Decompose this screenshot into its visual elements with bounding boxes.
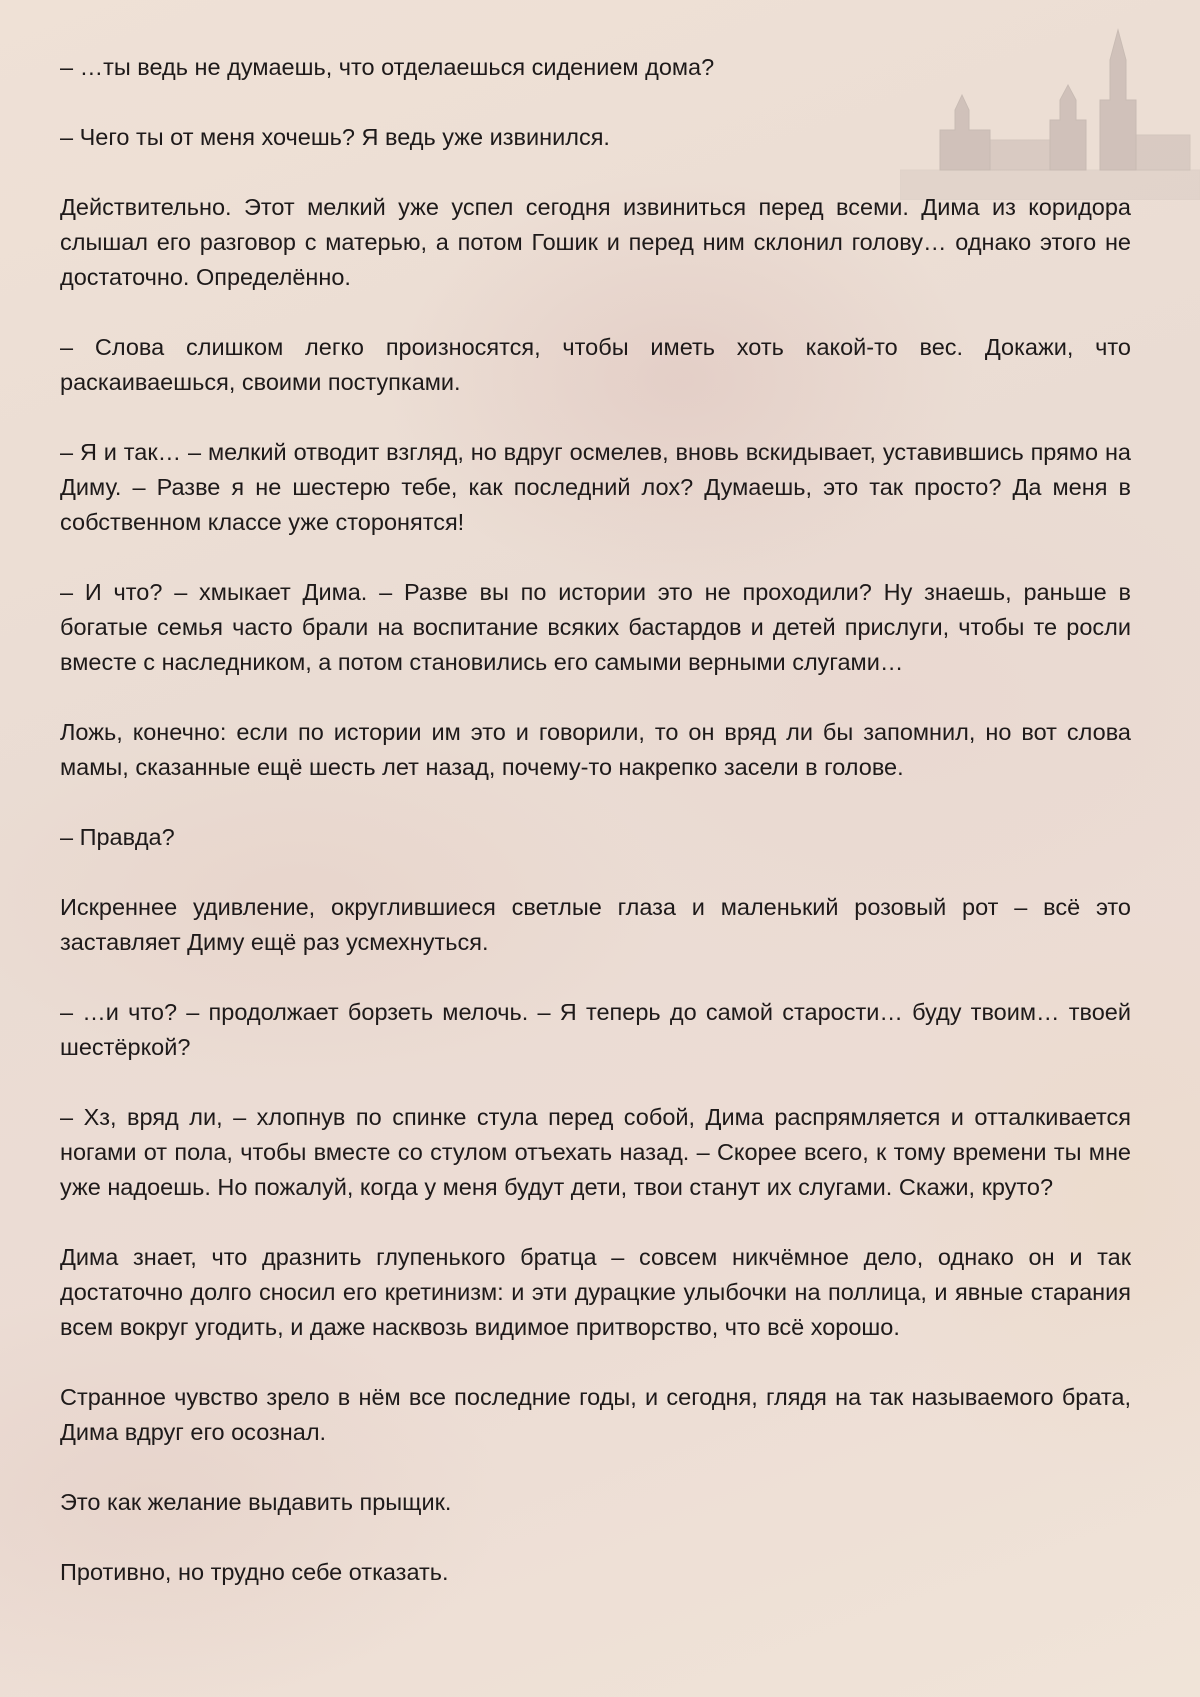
paragraph: – Чего ты от меня хочешь? Я ведь уже извинился. [60, 124, 610, 150]
document-body [60, 50, 1131, 1590]
paragraph: Дима знает, что дразнить глупенького братца – совсем никчёмное дело, однако он и так достаточно долго сносил его кретинизм: и эти дурацкие улыбочки на поллица, и явные старания всем вокруг угодить, и даже насквозь видимое притворство, что всё хорошо. [60, 1244, 1131, 1340]
paragraph: Действительно. Этот мелкий уже успел сегодня извиниться перед всеми. Дима из коридора слышал его разговор с матерью, а потом Гошик и перед ним склонил голову… однако этого не достаточно. Определённо. [60, 194, 1131, 290]
paragraph: Ложь, конечно: если по истории им это и говорили, то он вряд ли бы запомнил, но вот слова мамы, сказанные ещё шесть лет назад, почему-то накрепко засели в голове. [60, 719, 1131, 780]
paragraph: Странное чувство зрело в нём все последние годы, и сегодня, глядя на так называемого брата, Дима вдруг его осознал. [60, 1384, 1131, 1445]
paragraph: – …и что? – продолжает борзеть мелочь. – Я теперь до самой старости… буду твоим… твоей шестёркой? [60, 999, 1131, 1060]
paragraph: – …ты ведь не думаешь, что отделаешься сидением дома? [60, 54, 715, 80]
paragraph: – Я и так… – мелкий отводит взгляд, но вдруг осмелев, вновь вскидывает, уставившись прямо на Диму. – Разве я не шестерю тебе, как последний лох? Думаешь, это так просто? Да меня в собственном классе уже сторонятся! [60, 439, 1131, 535]
paragraph: – Слова слишком легко произносятся, чтобы иметь хоть какой-то вес. Докажи, что раскаиваешься, своими поступками. [60, 334, 1131, 395]
paragraph: Искреннее удивление, округлившиеся светлые глаза и маленький розовый рот – всё это заставляет Диму ещё раз усмехнуться. [60, 894, 1131, 955]
paragraph: – И что? – хмыкает Дима. – Разве вы по истории это не проходили? Ну знаешь, раньше в богатые семья часто брали на воспитание всяких бастардов и детей прислуги, чтобы те росли вместе с наследником, а потом становились его самыми верными слугами… [60, 579, 1131, 675]
paragraph: Противно, но трудно себе отказать. [60, 1559, 449, 1585]
paragraph: Это как желание выдавить прыщик. [60, 1489, 452, 1515]
paragraph: – Правда? [60, 824, 175, 850]
paragraph: – Хз, вряд ли, – хлопнув по спинке стула перед собой, Дима распрямляется и отталкивается ногами от пола, чтобы вместе со стулом отъехать назад. – Скорее всего, к тому времени ты мне уже надоешь. Но пожалуй, когда у меня будут дети, твои станут их слугами. Скажи, круто? [60, 1104, 1131, 1200]
